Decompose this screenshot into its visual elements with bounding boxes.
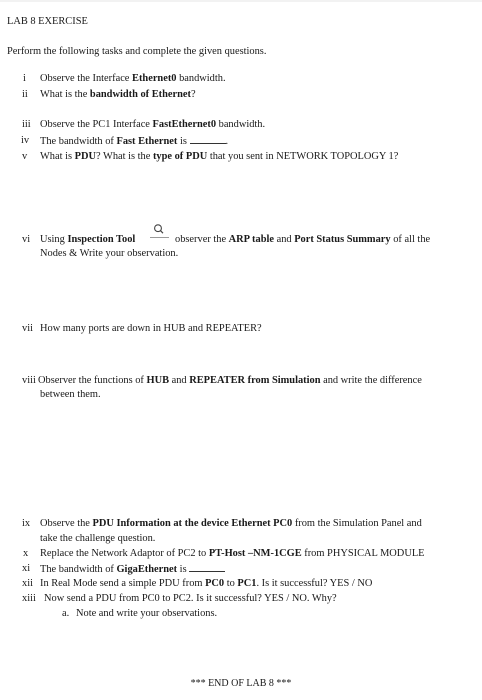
page-title: LAB 8 EXERCISE [7,16,88,27]
item-number: iv [21,135,30,146]
item-text-line2: between them. [40,389,101,400]
item-text-line2: take the challenge question. [40,533,156,544]
end-of-lab: *** END OF LAB 8 *** [190,678,292,689]
item-text-cont: observer the ARP table and Port Status Summary of all the [175,234,431,245]
item-number: i [23,73,26,84]
item-text: What is PDU? What is the type of PDU that you sent in NETWORK TOPOLOGY 1? [40,151,399,162]
item-number: xi [22,563,31,574]
item-text: Replace the Network Adaptor of PC2 to PT-Host –NM-1CGE from PHYSICAL MODULE [40,548,425,559]
item-text: Observe the PC1 Interface FastEthernet0 bandwidth. [40,119,266,130]
item-text-line2: Nodes & Write your observation. [40,248,179,259]
answer-blank[interactable] [190,134,226,144]
item-text: Note and write your observations. [76,608,218,619]
item-text: How many ports are down in HUB and REPEATER? [40,323,262,334]
item-number: xiii [22,593,36,604]
item-text: In Real Mode send a simple PDU from PC0 to PC1. Is it successful? YES / NO [40,578,373,589]
item-number: viii [22,375,36,386]
item-text: Observer the functions of HUB and REPEATER from Simulation and write the difference [38,375,422,386]
item-number: x [23,548,29,559]
item-number: v [22,151,28,162]
item-number: vii [22,323,33,334]
item-number: ix [22,518,31,529]
item-text: Observe the Interface Ethernet0 bandwidth. [40,73,226,84]
item-text: The bandwidth of GigaEthernet is [40,562,225,576]
item-text: The bandwidth of Fast Ethernet is . [40,136,229,147]
item-number: ii [22,89,28,100]
item-number: vi [22,234,31,245]
item-number: iii [22,119,31,130]
magnifier-icon [148,223,170,239]
item-text: Now send a PDU from PC0 to PC2. Is it successful? YES / NO. Why? [44,593,337,604]
item-number: a. [62,608,70,619]
intro-text: Perform the following tasks and complete the given questions. [7,46,267,57]
item-text: What is the bandwidth of Ethernet? [40,89,196,100]
answer-blank[interactable] [189,562,225,572]
item-number: xii [22,578,33,589]
item-text: Observe the PDU Information at the device Ethernet PC0 from the Simulation Panel and [40,518,422,529]
top-border [0,0,482,2]
item-text: Using Inspection Tool [40,234,136,245]
